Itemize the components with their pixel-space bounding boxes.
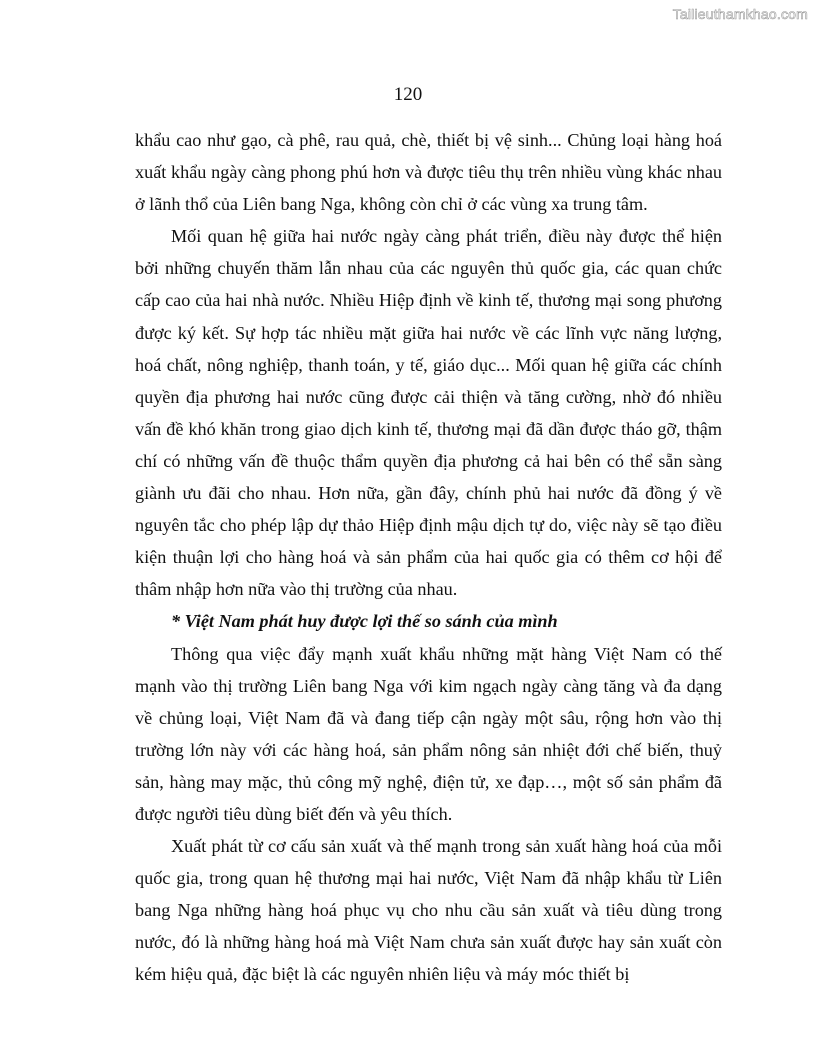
watermark: Tailieuthamkhao.com <box>672 6 808 22</box>
section-heading: * Việt Nam phát huy được lợi thế so sánh của mình <box>171 611 558 632</box>
paragraph-relations: Mối quan hệ giữa hai nước ngày càng phát triển, điều này được thể hiện bởi những chuyến thăm lẫn nhau của các nguyên thủ quốc gia, các quan chức cấp cao của hai nhà nước. Nhiều Hiệp định về kinh tế, thương mại song phương được ký kết. Sự hợp tác nhiều mặt giữa hai nước về các lĩnh vực năng lượng, hoá chất, nông nghiệp, thanh toán, y tế, giáo dục... Mối quan hệ giữa các chính quyền địa phương hai nước cũng được cải thiện và tăng cường, nhờ đó nhiều vấn đề khó khăn trong giao dịch kinh tế, thương mại đã dần được tháo gỡ, thậm chí có những vấn đề thuộc thẩm quyền địa phương cả hai bên có thể sẵn sàng giành ưu đãi cho nhau. Hơn nữa, gần đây, chính phủ hai nước đã đồng ý về nguyên tắc cho phép lập dự thảo Hiệp định mậu dịch tự do, việc này sẽ tạo điều kiện thuận lợi cho hàng hoá và sản phẩm của hai quốc gia có thêm cơ hội để thâm nhập hơn nữa vào thị trường của nhau. <box>135 226 722 600</box>
paragraph-exports: Thông qua việc đẩy mạnh xuất khẩu những mặt hàng Việt Nam có thế mạnh vào thị trường Liên bang Nga với kim ngạch ngày càng tăng và đa dạng về chủng loại, Việt Nam đã và đang tiếp cận ngày một sâu, rộng hơn vào thị trường lớn này với các hàng hoá, sản phẩm nông sản nhiệt đới chế biến, thuỷ sản, hàng may mặc, thủ công mỹ nghệ, điện tử, xe đạp…, một số sản phẩm đã được người tiêu dùng biết đến và yêu thích. <box>135 643 722 824</box>
paragraph-imports: Xuất phát từ cơ cấu sản xuất và thế mạnh trong sản xuất hàng hoá của mỗi quốc gia, trong quan hệ thương mại hai nước, Việt Nam đã nhập khẩu từ Liên bang Nga những hàng hoá phục vụ cho nhu cầu sản xuất và tiêu dùng trong nước, đó là những hàng hoá mà Việt Nam chưa sản xuất được hay sản xuất còn kém hiệu quả, đặc biệt là các nguyên nhiên liệu và máy móc thiết bị <box>135 836 722 985</box>
page-number: 120 <box>393 84 423 105</box>
document-body <box>135 124 722 991</box>
paragraph-continuation: khẩu cao như gạo, cà phê, rau quả, chè, thiết bị vệ sinh... Chủng loại hàng hoá xuất khẩu ngày càng phong phú hơn và được tiêu thụ trên nhiều vùng khác nhau ở lãnh thổ của Liên bang Nga, không còn chỉ ở các vùng xa trung tâm. <box>135 130 722 215</box>
